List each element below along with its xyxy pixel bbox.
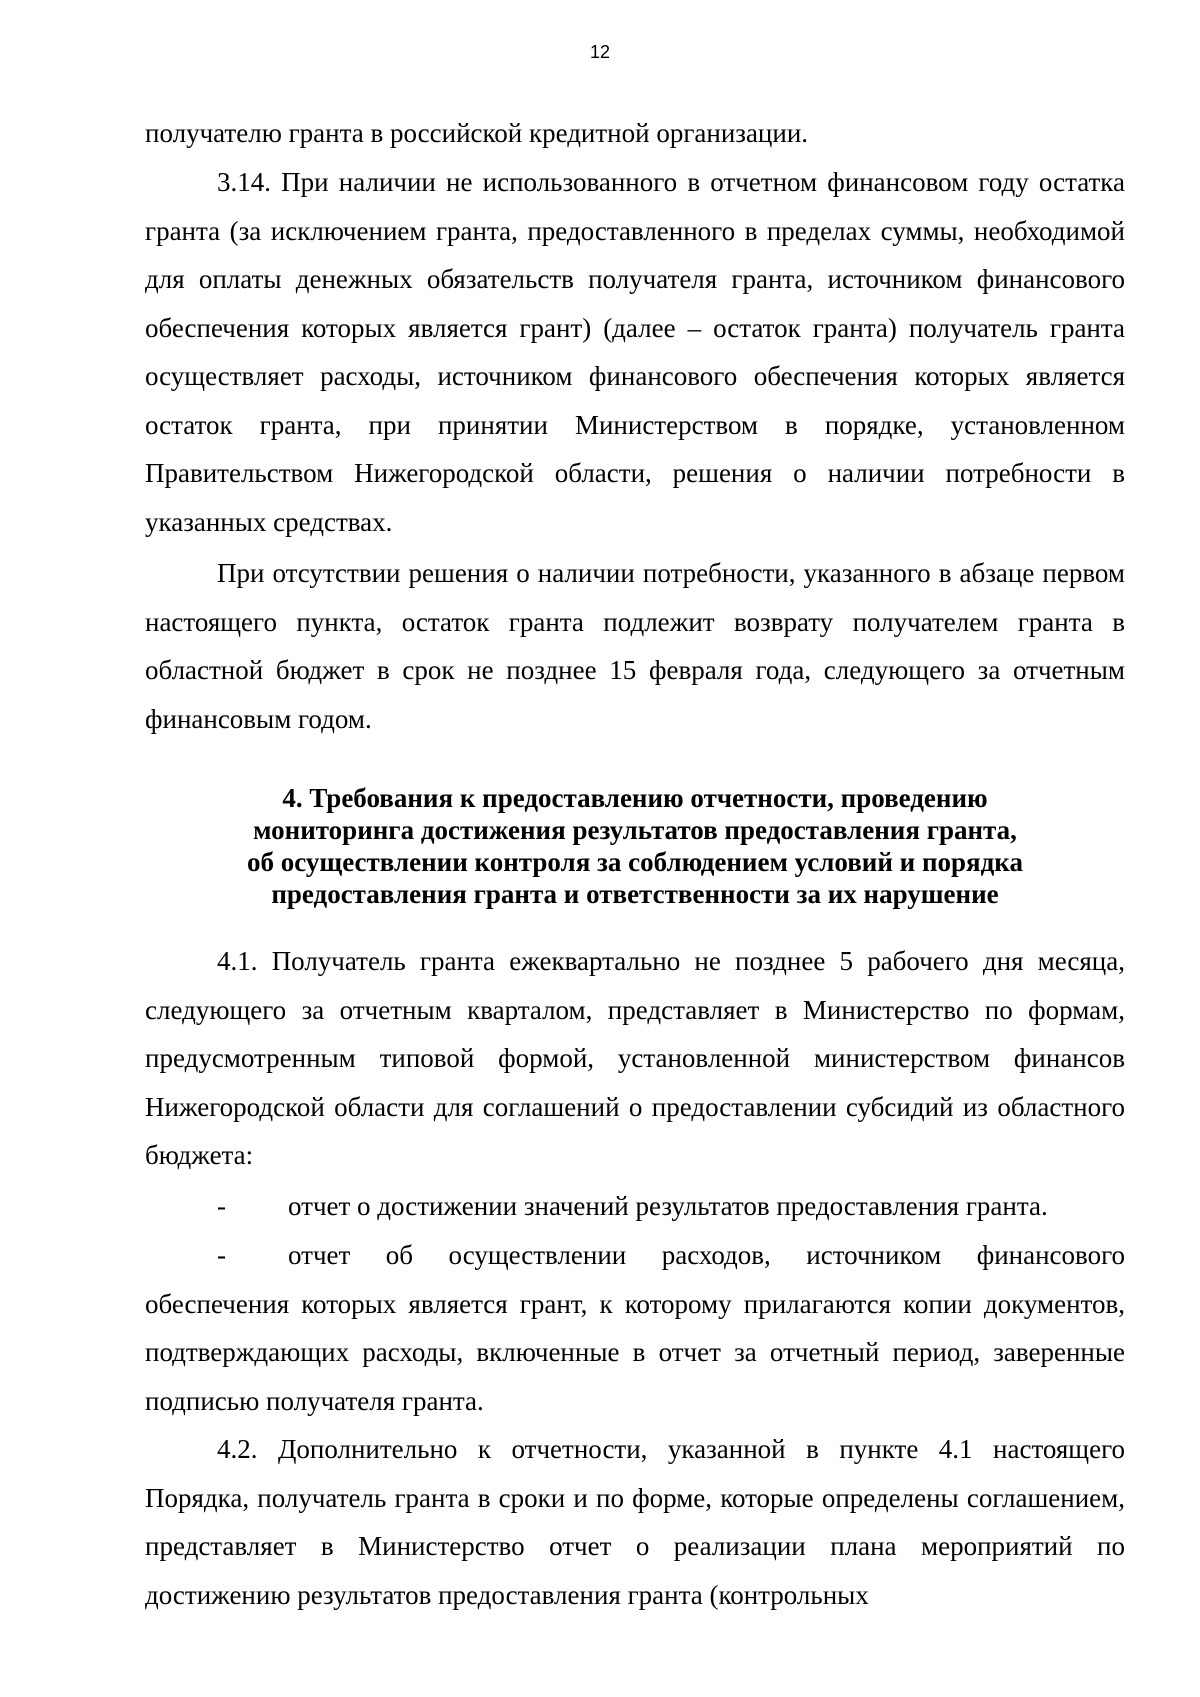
paragraph-4-1: 4.1. Получатель гранта ежеквартально не позднее 5 рабочего дня месяца, следующего за отчетным кварталом, представляет в Министерство по формам, предусмотренным типовой формой, установленной министерством финансов Нижегородской области для соглашений о предоставлении субсидий из областного бюджета:: [145, 946, 1125, 1170]
list-item-report-results: [145, 1182, 1125, 1231]
paragraph-continuation: получателю гранта в российской кредитной организации.: [145, 118, 809, 148]
bullet-dash: -: [217, 1191, 226, 1221]
heading-line-2: мониторинга достижения результатов предоставления гранта,: [253, 815, 1017, 845]
section-4-heading: [145, 782, 1125, 910]
page-number: 12: [589, 42, 611, 62]
paragraph-4-2: 4.2. Дополнительно к отчетности, указанной в пункте 4.1 настоящего Порядка, получатель гранта в сроки и по форме, которые определены соглашением, представляет в Министерство отчет о реализации плана мероприятий по достижению результатов предоставления гранта (контрольных: [145, 1434, 1125, 1610]
bullet-dash: -: [217, 1240, 226, 1270]
list-item-text: отчет о достижении значений результатов предоставления гранта.: [288, 1191, 1048, 1221]
list-item-text: отчет об осуществлении расходов, источником финансового обеспечения которых является грант, к которому прилагаются копии документов, подтверждающих расходы, включенные в отчет за отчетный период, заверенные подписью получателя гранта.: [145, 1240, 1125, 1416]
heading-line-4: предоставления гранта и ответственности за их нарушение: [271, 879, 999, 909]
heading-line-1: 4. Требования к предоставлению отчетности, проведению: [282, 783, 988, 813]
paragraph-3-14-abs2: При отсутствии решения о наличии потребности, указанного в абзаце первом настоящего пункта, остаток гранта подлежит возврату получателем гранта в областной бюджет в срок не позднее 15 февраля года, следующего за отчетным финансовым годом.: [145, 558, 1125, 734]
heading-line-3: об осуществлении контроля за соблюдением условий и порядка: [247, 847, 1023, 877]
paragraph-3-14: 3.14. При наличии не использованного в отчетном финансовом году остатка гранта (за исключением гранта, предоставленного в пределах суммы, необходимой для оплаты денежных обязательств получателя гранта, источником финансового обеспечения которых является грант) (далее – остаток гранта) получатель гранта осуществляет расходы, источником финансового обеспечения которых является остаток гранта, при принятии Министерством в порядке, установленном Правительством Нижегородской области, решения о наличии потребности в указанных средствах.: [145, 167, 1125, 537]
list-item-report-expenses: [145, 1231, 1125, 1425]
